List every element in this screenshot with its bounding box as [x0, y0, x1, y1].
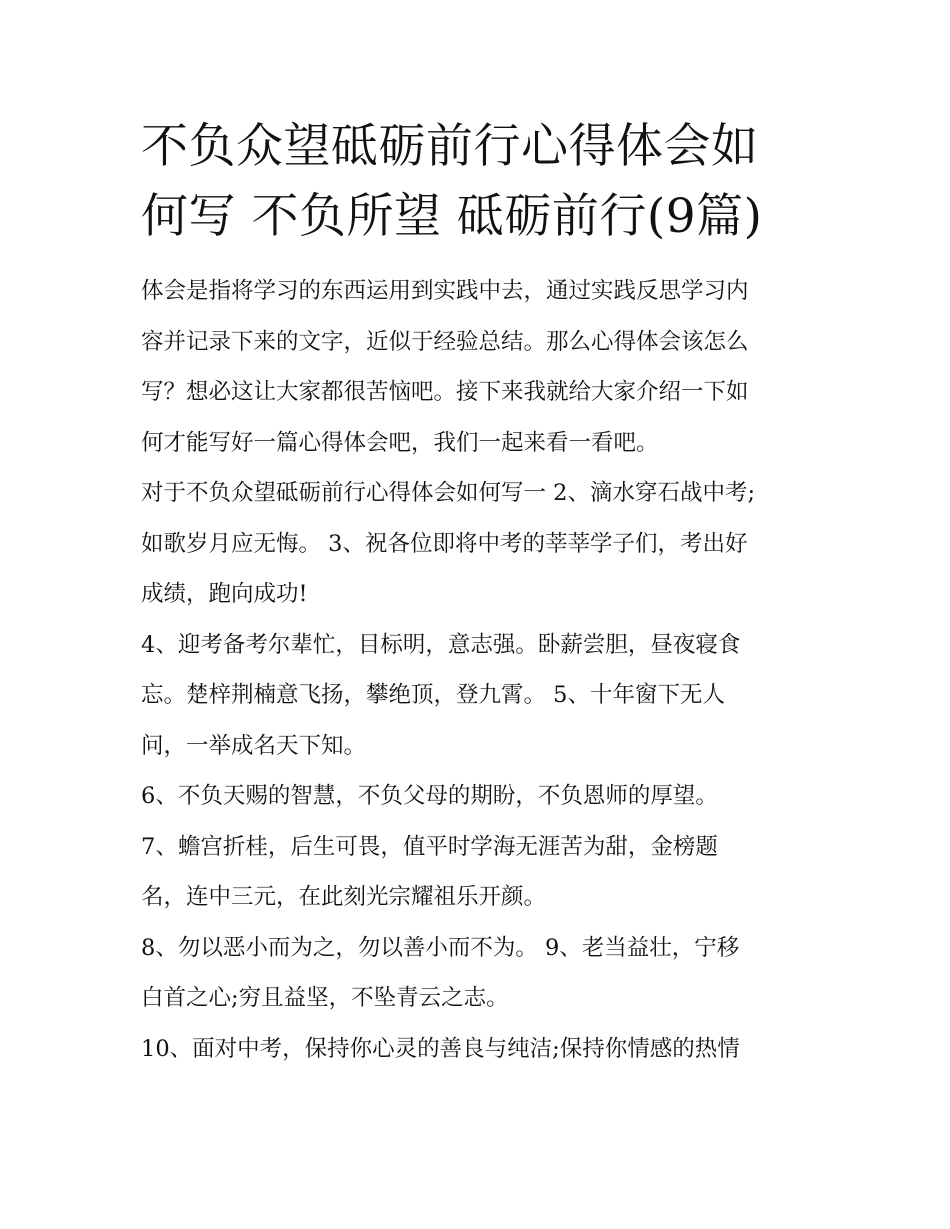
text-line: 7、蟾宫折桂，后生可畏，值平时学海无涯苦为甜，金榜题: [141, 833, 718, 860]
text-line: 忘。楚梓荆楠意飞扬，攀绝顶，登九霄。 5、十年窗下无人: [141, 682, 725, 708]
text-line: 何才能写好一篇心得体会吧，我们一起来看一看吧。: [141, 429, 659, 456]
text-line: 6、不负天赐的智慧，不负父母的期盼，不负恩师的厚望。: [141, 783, 718, 809]
paragraph-item-2-3: [141, 468, 821, 620]
paragraph-item-7: [141, 822, 821, 923]
paragraph-item-4-5: [141, 620, 821, 772]
text-line: 容并记录下来的文字，近似于经验总结。那么心得体会该怎么: [141, 328, 749, 355]
text-line: 4、迎考备考尔辈忙，目标明，意志强。卧薪尝胆，昼夜寝食: [141, 631, 741, 658]
document-page: [141, 112, 821, 1074]
text-line: 体会是指将学习的东西运用到实践中去，通过实践反思学习内: [141, 278, 749, 304]
title-line: 不负众望砥砺前行心得体会如: [141, 119, 759, 174]
paragraph-item-6: [141, 771, 821, 822]
text-line: 如歌岁月应无悔。 3、祝各位即将中考的莘莘学子们，考出好: [141, 530, 748, 557]
text-line: 白首之心;穷且益坚，不坠青云之志。: [141, 985, 509, 1011]
paragraph-intro: [141, 266, 821, 468]
text-line: 写？想必这让大家都很苦恼吧。接下来我就给大家介绍一下如: [141, 379, 749, 405]
text-line: 8、勿以恶小而为之，勿以善小而不为。 9、老当益壮，宁移: [141, 934, 740, 961]
document-title: [141, 112, 821, 252]
paragraph-item-10: [141, 1024, 821, 1075]
paragraph-item-8-9: [141, 923, 821, 1024]
title-line: 何写 不负所望 砥砺前行(9篇): [141, 189, 763, 244]
text-line: 对于不负众望砥砺前行心得体会如何写一 2、滴水穿石战中考;: [141, 480, 756, 506]
text-line: 问，一举成名天下知。: [141, 732, 367, 759]
text-line: 成绩，跑向成功!: [141, 581, 308, 607]
text-line: 10、面对中考，保持你心灵的善良与纯洁;保持你情感的热情: [141, 1035, 740, 1062]
text-line: 名，连中三元，在此刻光宗耀祖乐开颜。: [141, 884, 547, 910]
document-body: [141, 266, 821, 1074]
